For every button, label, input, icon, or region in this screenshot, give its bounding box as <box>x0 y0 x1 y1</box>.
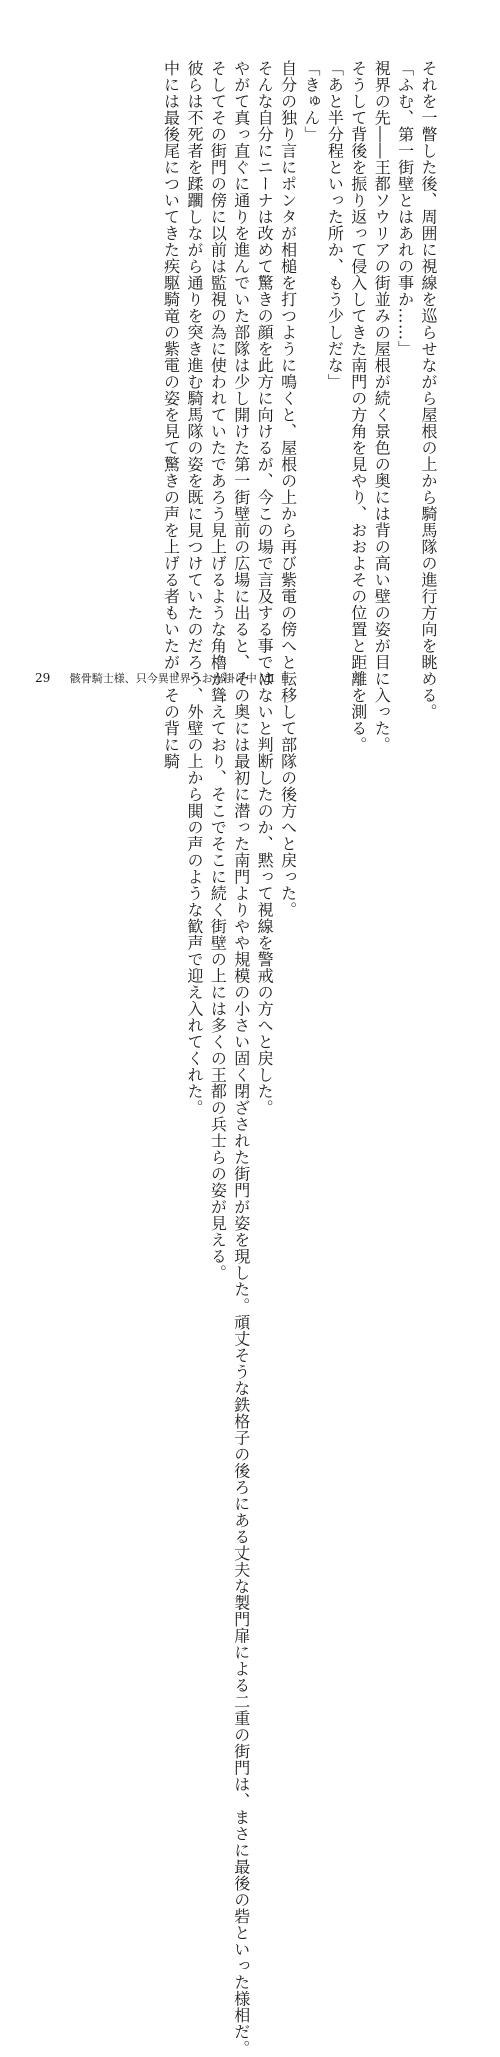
text-line: 彼らは不死者を蹂躙しながら通りを突き進む騎馬隊の姿を既に見つけていたのだろう、外壁の上から閧の声のような歓声で迎え入れてくれた。 <box>184 60 204 1116</box>
page-footer <box>35 670 274 686</box>
book-title: 骸骨騎士様、只今異世界へお出掛け中 Ⅶ <box>69 672 275 685</box>
text-line: やがて真っ直ぐに通りを進んでいた部隊は少し開けた第一街壁前の広場に出ると、その奥には最初に潜った南門よりやや規模の小さい固く閉ざされた街門が姿を現した。頑丈そうな鉄格子の後ろにある丈夫な製門扉による二重の街門は、まさに最後の砦といった様相だ。 <box>231 60 251 2057</box>
text-line: そんな自分にニーナは改めて驚きの顔を此方に向けるが、今この場で言及する事ではないと判断したのか、黙って視線を警戒の方へと戻した。 <box>255 60 275 1116</box>
text-line: 「きゅん」 <box>301 60 321 143</box>
text-line: 視界の先――王都ソウリアの街並みの屋根が続く景色の奥には背の高い壁の姿が目に入った。 <box>372 60 392 753</box>
text-line: そしてその街門の傍に以前は監視の為に使われていたであろう見上げるような角櫓が聳えており、そこでそこに続く街壁の上には多くの王都の兵士らの姿が見える。 <box>208 60 228 1281</box>
text-line: 「あと半分程といった所か、もう少しだな」 <box>325 60 345 390</box>
text-line: 中には最後尾についてきた疾駆騎竜の紫電の姿を見て驚きの声を上げる者もいたが、その背に騎 <box>161 60 181 770</box>
text-line: それを一瞥した後、周囲に視線を巡らせながら屋根の上から騎馬隊の進行方向を眺める。 <box>419 60 438 720</box>
text-line: そうして背後を振り返って侵入してきた南門の方角を見やり、おおよその位置と距離を測る。 <box>348 60 368 753</box>
text-line: 自分の独り言にポンタが相槌を打つように鳴くと、屋根の上から再び紫電の傍へと転移して部隊の後方へと戻った。 <box>278 60 298 918</box>
page-number: 29 <box>35 671 51 685</box>
text-line: 「ふむ、第一街壁とはあれの事か……」 <box>395 60 415 357</box>
